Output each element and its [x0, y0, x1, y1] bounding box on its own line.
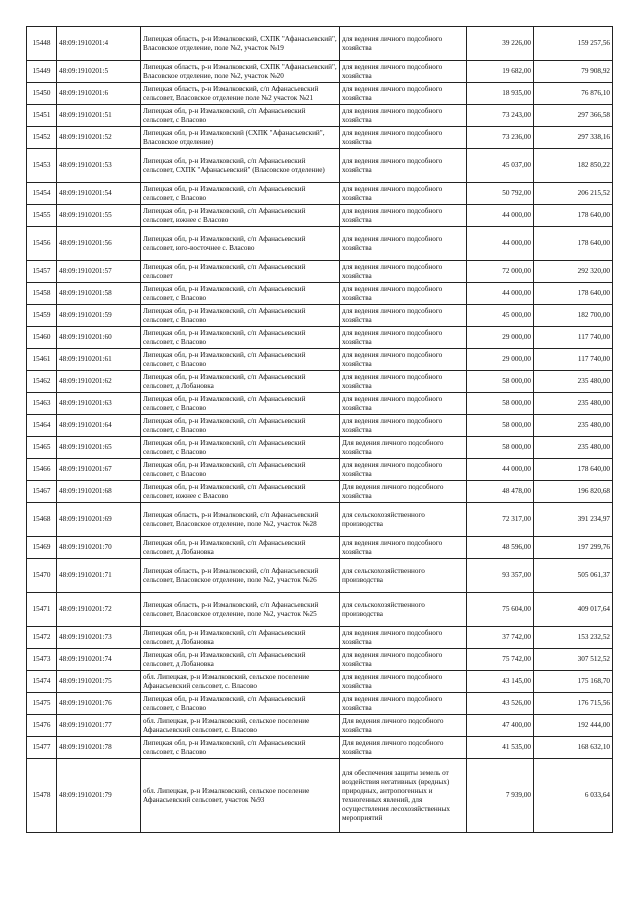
- row-number: 15464: [27, 415, 57, 437]
- cadastral-number: 48:09:1910201:61: [57, 349, 141, 371]
- table-row: [27, 649, 613, 671]
- cadastral-number: 48:09:1910201:73: [57, 627, 141, 649]
- row-number: 15459: [27, 305, 57, 327]
- cadastral-value: 292 320,00: [534, 261, 613, 283]
- parcel-area: 45 000,00: [467, 305, 534, 327]
- parcel-area: 73 236,00: [467, 127, 534, 149]
- cadastral-number: 48:09:1910201:78: [57, 737, 141, 759]
- parcel-address: Липецкая обл, р-н Измалковский, с/п Афанасьевский сельсовет, с Власово: [141, 283, 340, 305]
- row-number: 15472: [27, 627, 57, 649]
- table-row: [27, 305, 613, 327]
- parcel-address: Липецкая обл, р-н Измалковский, с/п Афанасьевский сельсовет, юго-восточнее с. Власово: [141, 227, 340, 261]
- cadastral-value: 159 257,56: [534, 27, 613, 61]
- row-number: 15463: [27, 393, 57, 415]
- table-row: [27, 27, 613, 61]
- table-row: [27, 61, 613, 83]
- parcel-address: Липецкая обл, р-н Измалковский, с/п Афанасьевский сельсовет, южнее с Власово: [141, 205, 340, 227]
- cadastral-value: 197 299,76: [534, 537, 613, 559]
- parcel-area: 37 742,00: [467, 627, 534, 649]
- permitted-use: для ведения личного подсобного хозяйства: [340, 537, 467, 559]
- table-row: [27, 349, 613, 371]
- cadastral-number: 48:09:1910201:53: [57, 149, 141, 183]
- cadastral-value: 297 338,16: [534, 127, 613, 149]
- cadastral-value: 153 232,52: [534, 627, 613, 649]
- parcel-address: Липецкая обл, р-н Измалковский, с/п Афанасьевский сельсовет, с Власово: [141, 327, 340, 349]
- parcel-area: 75 604,00: [467, 593, 534, 627]
- cadastral-value: 178 640,00: [534, 459, 613, 481]
- land-parcels-table-body: [27, 27, 613, 833]
- parcel-address: Липецкая обл, р-н Измалковский, с/п Афанасьевский сельсовет, д Лобановка: [141, 627, 340, 649]
- permitted-use: для ведения личного подсобного хозяйства: [340, 305, 467, 327]
- row-number: 15453: [27, 149, 57, 183]
- parcel-address: Липецкая обл, р-н Измалковский, с/п Афанасьевский сельсовет, с Власово: [141, 693, 340, 715]
- row-number: 15462: [27, 371, 57, 393]
- cadastral-number: 48:09:1910201:56: [57, 227, 141, 261]
- row-number: 15456: [27, 227, 57, 261]
- cadastral-value: 391 234,97: [534, 503, 613, 537]
- parcel-address: Липецкая обл, р-н Измалковский, с/п Афанасьевский сельсовет, с Власово: [141, 459, 340, 481]
- cadastral-value: 505 061,37: [534, 559, 613, 593]
- parcel-address: Липецкая обл, р-н Измалковский (СХПК "Афанасьевский", Власовское отделение): [141, 127, 340, 149]
- cadastral-value: 182 850,22: [534, 149, 613, 183]
- table-row: [27, 627, 613, 649]
- table-row: [27, 149, 613, 183]
- land-parcels-table: [26, 26, 613, 833]
- table-row: [27, 283, 613, 305]
- table-row: [27, 83, 613, 105]
- table-row: [27, 227, 613, 261]
- permitted-use: для ведения личного подсобного хозяйства: [340, 627, 467, 649]
- permitted-use: для ведения личного подсобного хозяйства: [340, 649, 467, 671]
- parcel-address: обл. Липецкая, р-н Измалковский, сельское поселение Афанасьевский сельсовет, с. Власово: [141, 715, 340, 737]
- table-row: [27, 105, 613, 127]
- permitted-use: для ведения личного подсобного хозяйства: [340, 349, 467, 371]
- parcel-address: обл. Липецкая, р-н Измалковский, сельское поселение Афанасьевский сельсовет, с. Власово: [141, 671, 340, 693]
- cadastral-value: 6 033,64: [534, 759, 613, 833]
- cadastral-value: 175 168,70: [534, 671, 613, 693]
- cadastral-value: 76 876,10: [534, 83, 613, 105]
- cadastral-number: 48:09:1910201:4: [57, 27, 141, 61]
- row-number: 15467: [27, 481, 57, 503]
- parcel-address: Липецкая обл, р-н Измалковский, с/п Афанасьевский сельсовет, с Власово: [141, 737, 340, 759]
- table-row: [27, 503, 613, 537]
- parcel-area: 41 535,00: [467, 737, 534, 759]
- parcel-area: 58 000,00: [467, 437, 534, 459]
- table-row: [27, 737, 613, 759]
- cadastral-number: 48:09:1910201:64: [57, 415, 141, 437]
- row-number: 15473: [27, 649, 57, 671]
- cadastral-value: 235 480,00: [534, 437, 613, 459]
- parcel-area: 58 000,00: [467, 371, 534, 393]
- cadastral-number: 48:09:1910201:76: [57, 693, 141, 715]
- parcel-area: 75 742,00: [467, 649, 534, 671]
- cadastral-number: 48:09:1910201:54: [57, 183, 141, 205]
- parcel-address: Липецкая обл, р-н Измалковский, с/п Афанасьевский сельсовет, с Власово: [141, 305, 340, 327]
- permitted-use: для ведения личного подсобного хозяйства: [340, 183, 467, 205]
- permitted-use: для ведения личного подсобного хозяйства: [340, 327, 467, 349]
- cadastral-value: 182 700,00: [534, 305, 613, 327]
- table-row: [27, 127, 613, 149]
- parcel-address: Липецкая обл, р-н Измалковский, с/п Афанасьевский сельсовет, с Власово: [141, 105, 340, 127]
- parcel-area: 58 000,00: [467, 415, 534, 437]
- parcel-area: 44 000,00: [467, 283, 534, 305]
- permitted-use: для обеспечения защиты земель от воздействия негативных (вредных) природных, антропогенных и техногенных явлений, для осуществления лесохозяйственных мероприятий: [340, 759, 467, 833]
- table-row: [27, 327, 613, 349]
- row-number: 15457: [27, 261, 57, 283]
- permitted-use: для ведения личного подсобного хозяйства: [340, 227, 467, 261]
- cadastral-value: 307 512,52: [534, 649, 613, 671]
- permitted-use: для ведения личного подсобного хозяйства: [340, 205, 467, 227]
- permitted-use: Для ведения личного подсобного хозяйства: [340, 437, 467, 459]
- permitted-use: Для ведения личного подсобного хозяйства: [340, 737, 467, 759]
- row-number: 15451: [27, 105, 57, 127]
- parcel-area: 44 000,00: [467, 205, 534, 227]
- parcel-address: Липецкая обл, р-н Измалковский, с/п Афанасьевский сельсовет, с Власово: [141, 437, 340, 459]
- table-row: [27, 559, 613, 593]
- parcel-area: 29 000,00: [467, 349, 534, 371]
- parcel-area: 29 000,00: [467, 327, 534, 349]
- permitted-use: для ведения личного подсобного хозяйства: [340, 393, 467, 415]
- cadastral-number: 48:09:1910201:58: [57, 283, 141, 305]
- row-number: 15466: [27, 459, 57, 481]
- row-number: 15450: [27, 83, 57, 105]
- cadastral-number: 48:09:1910201:74: [57, 649, 141, 671]
- parcel-address: Липецкая обл, р-н Измалковский, с/п Афанасьевский сельсовет, д Лобановка: [141, 371, 340, 393]
- parcel-area: 58 000,00: [467, 393, 534, 415]
- parcel-address: Липецкая область, р-н Измалковский, с/п Афанасьевский сельсовет, Власовское отделение, поле №2, участок №28: [141, 503, 340, 537]
- cadastral-value: 196 820,68: [534, 481, 613, 503]
- row-number: 15448: [27, 27, 57, 61]
- cadastral-value: 117 740,00: [534, 327, 613, 349]
- row-number: 15477: [27, 737, 57, 759]
- parcel-area: 44 000,00: [467, 459, 534, 481]
- table-row: [27, 715, 613, 737]
- parcel-area: 43 526,00: [467, 693, 534, 715]
- table-row: [27, 261, 613, 283]
- permitted-use: для сельскохозяйственного производства: [340, 503, 467, 537]
- permitted-use: для ведения личного подсобного хозяйства: [340, 149, 467, 183]
- row-number: 15452: [27, 127, 57, 149]
- parcel-address: Липецкая обл, р-н Измалковский, с/п Афанасьевский сельсовет, южнее с Власово: [141, 481, 340, 503]
- cadastral-number: 48:09:1910201:63: [57, 393, 141, 415]
- cadastral-value: 178 640,00: [534, 227, 613, 261]
- permitted-use: для ведения личного подсобного хозяйства: [340, 415, 467, 437]
- row-number: 15468: [27, 503, 57, 537]
- cadastral-number: 48:09:1910201:59: [57, 305, 141, 327]
- cadastral-number: 48:09:1910201:70: [57, 537, 141, 559]
- cadastral-number: 48:09:1910201:52: [57, 127, 141, 149]
- parcel-area: 72 317,00: [467, 503, 534, 537]
- parcel-address: Липецкая область, р-н Измалковский, с/п Афанасьевский сельсовет, Власовское отделение, поле №2, участок №25: [141, 593, 340, 627]
- parcel-address: Липецкая обл, р-н Измалковский, с/п Афанасьевский сельсовет, с Власово: [141, 183, 340, 205]
- cadastral-value: 178 640,00: [534, 283, 613, 305]
- cadastral-value: 117 740,00: [534, 349, 613, 371]
- permitted-use: для ведения личного подсобного хозяйства: [340, 105, 467, 127]
- parcel-area: 47 400,00: [467, 715, 534, 737]
- permitted-use: Для ведения личного подсобного хозяйства: [340, 715, 467, 737]
- permitted-use: для сельскохозяйственного производства: [340, 593, 467, 627]
- cadastral-value: 79 908,92: [534, 61, 613, 83]
- cadastral-number: 48:09:1910201:67: [57, 459, 141, 481]
- permitted-use: для ведения личного подсобного хозяйства: [340, 693, 467, 715]
- table-row: [27, 437, 613, 459]
- parcel-address: Липецкая область, р-н Измалковский, с/п Афанасьевский сельсовет, Власовское отделение поле №2 участок №21: [141, 83, 340, 105]
- parcel-area: 44 000,00: [467, 227, 534, 261]
- parcel-area: 93 357,00: [467, 559, 534, 593]
- parcel-area: 72 000,00: [467, 261, 534, 283]
- cadastral-value: 176 715,56: [534, 693, 613, 715]
- row-number: 15465: [27, 437, 57, 459]
- parcel-area: 48 478,00: [467, 481, 534, 503]
- cadastral-number: 48:09:1910201:60: [57, 327, 141, 349]
- parcel-area: 45 037,00: [467, 149, 534, 183]
- row-number: 15470: [27, 559, 57, 593]
- parcel-area: 7 939,00: [467, 759, 534, 833]
- permitted-use: Для ведения личного подсобного хозяйства: [340, 481, 467, 503]
- permitted-use: для ведения личного подсобного хозяйства: [340, 459, 467, 481]
- cadastral-number: 48:09:1910201:57: [57, 261, 141, 283]
- parcel-address: Липецкая обл, р-н Измалковский, с/п Афанасьевский сельсовет, с Власово: [141, 393, 340, 415]
- parcel-address: Липецкая область, р-н Измалковский, СХПК "Афанасьевский", Власовское отделение, поле №2, участок №20: [141, 61, 340, 83]
- cadastral-value: 235 480,00: [534, 393, 613, 415]
- row-number: 15449: [27, 61, 57, 83]
- table-row: [27, 393, 613, 415]
- row-number: 15469: [27, 537, 57, 559]
- parcel-area: 43 145,00: [467, 671, 534, 693]
- cadastral-number: 48:09:1910201:75: [57, 671, 141, 693]
- row-number: 15460: [27, 327, 57, 349]
- parcel-address: Липецкая область, р-н Измалковский, СХПК "Афанасьевский", Власовское отделение, поле №2, участок №19: [141, 27, 340, 61]
- row-number: 15458: [27, 283, 57, 305]
- table-row: [27, 537, 613, 559]
- permitted-use: для ведения личного подсобного хозяйства: [340, 27, 467, 61]
- cadastral-value: 409 017,64: [534, 593, 613, 627]
- permitted-use: для ведения личного подсобного хозяйства: [340, 283, 467, 305]
- table-row: [27, 693, 613, 715]
- cadastral-number: 48:09:1910201:69: [57, 503, 141, 537]
- row-number: 15455: [27, 205, 57, 227]
- cadastral-number: 48:09:1910201:77: [57, 715, 141, 737]
- parcel-area: 18 935,00: [467, 83, 534, 105]
- cadastral-value: 206 215,52: [534, 183, 613, 205]
- table-row: [27, 415, 613, 437]
- cadastral-value: 235 480,00: [534, 415, 613, 437]
- permitted-use: для ведения личного подсобного хозяйства: [340, 261, 467, 283]
- parcel-area: 48 596,00: [467, 537, 534, 559]
- table-row: [27, 671, 613, 693]
- cadastral-value: 178 640,00: [534, 205, 613, 227]
- row-number: 15461: [27, 349, 57, 371]
- parcel-address: Липецкая обл, р-н Измалковский, с/п Афанасьевский сельсовет, с Власово: [141, 349, 340, 371]
- permitted-use: для ведения личного подсобного хозяйства: [340, 371, 467, 393]
- parcel-area: 50 792,00: [467, 183, 534, 205]
- cadastral-number: 48:09:1910201:55: [57, 205, 141, 227]
- parcel-address: Липецкая обл, р-н Измалковский, с/п Афанасьевский сельсовет, д Лобановка: [141, 649, 340, 671]
- permitted-use: для ведения личного подсобного хозяйства: [340, 671, 467, 693]
- table-row: [27, 371, 613, 393]
- table-row: [27, 459, 613, 481]
- permitted-use: для ведения личного подсобного хозяйства: [340, 61, 467, 83]
- table-row: [27, 759, 613, 833]
- cadastral-number: 48:09:1910201:62: [57, 371, 141, 393]
- cadastral-number: 48:09:1910201:6: [57, 83, 141, 105]
- parcel-area: 73 243,00: [467, 105, 534, 127]
- row-number: 15474: [27, 671, 57, 693]
- cadastral-number: 48:09:1910201:51: [57, 105, 141, 127]
- row-number: 15454: [27, 183, 57, 205]
- parcel-address: Липецкая обл, р-н Измалковский, с/п Афанасьевский сельсовет, СХПК "Афанасьевский" (Власовское отделение): [141, 149, 340, 183]
- cadastral-value: 297 366,58: [534, 105, 613, 127]
- parcel-address: обл. Липецкая, р-н Измалковский, сельское поселение Афанасьевский сельсовет, участок №93: [141, 759, 340, 833]
- permitted-use: для ведения личного подсобного хозяйства: [340, 83, 467, 105]
- table-row: [27, 205, 613, 227]
- cadastral-number: 48:09:1910201:72: [57, 593, 141, 627]
- cadastral-number: 48:09:1910201:71: [57, 559, 141, 593]
- row-number: 15475: [27, 693, 57, 715]
- permitted-use: для сельскохозяйственного производства: [340, 559, 467, 593]
- parcel-area: 39 226,00: [467, 27, 534, 61]
- cadastral-number: 48:09:1910201:79: [57, 759, 141, 833]
- row-number: 15476: [27, 715, 57, 737]
- permitted-use: для ведения личного подсобного хозяйства: [340, 127, 467, 149]
- parcel-address: Липецкая обл, р-н Измалковский, с/п Афанасьевский сельсовет: [141, 261, 340, 283]
- cadastral-value: 192 444,00: [534, 715, 613, 737]
- table-row: [27, 183, 613, 205]
- cadastral-value: 168 632,10: [534, 737, 613, 759]
- table-row: [27, 593, 613, 627]
- parcel-address: Липецкая область, р-н Измалковский, с/п Афанасьевский сельсовет, Власовское отделение, поле №2, участок №26: [141, 559, 340, 593]
- parcel-address: Липецкая обл, р-н Измалковский, с/п Афанасьевский сельсовет, с Власово: [141, 415, 340, 437]
- parcel-area: 19 682,00: [467, 61, 534, 83]
- parcel-address: Липецкая обл, р-н Измалковский, с/п Афанасьевский сельсовет, д Лобановка: [141, 537, 340, 559]
- cadastral-number: 48:09:1910201:5: [57, 61, 141, 83]
- cadastral-number: 48:09:1910201:68: [57, 481, 141, 503]
- cadastral-number: 48:09:1910201:65: [57, 437, 141, 459]
- table-row: [27, 481, 613, 503]
- cadastral-value: 235 480,00: [534, 371, 613, 393]
- row-number: 15471: [27, 593, 57, 627]
- row-number: 15478: [27, 759, 57, 833]
